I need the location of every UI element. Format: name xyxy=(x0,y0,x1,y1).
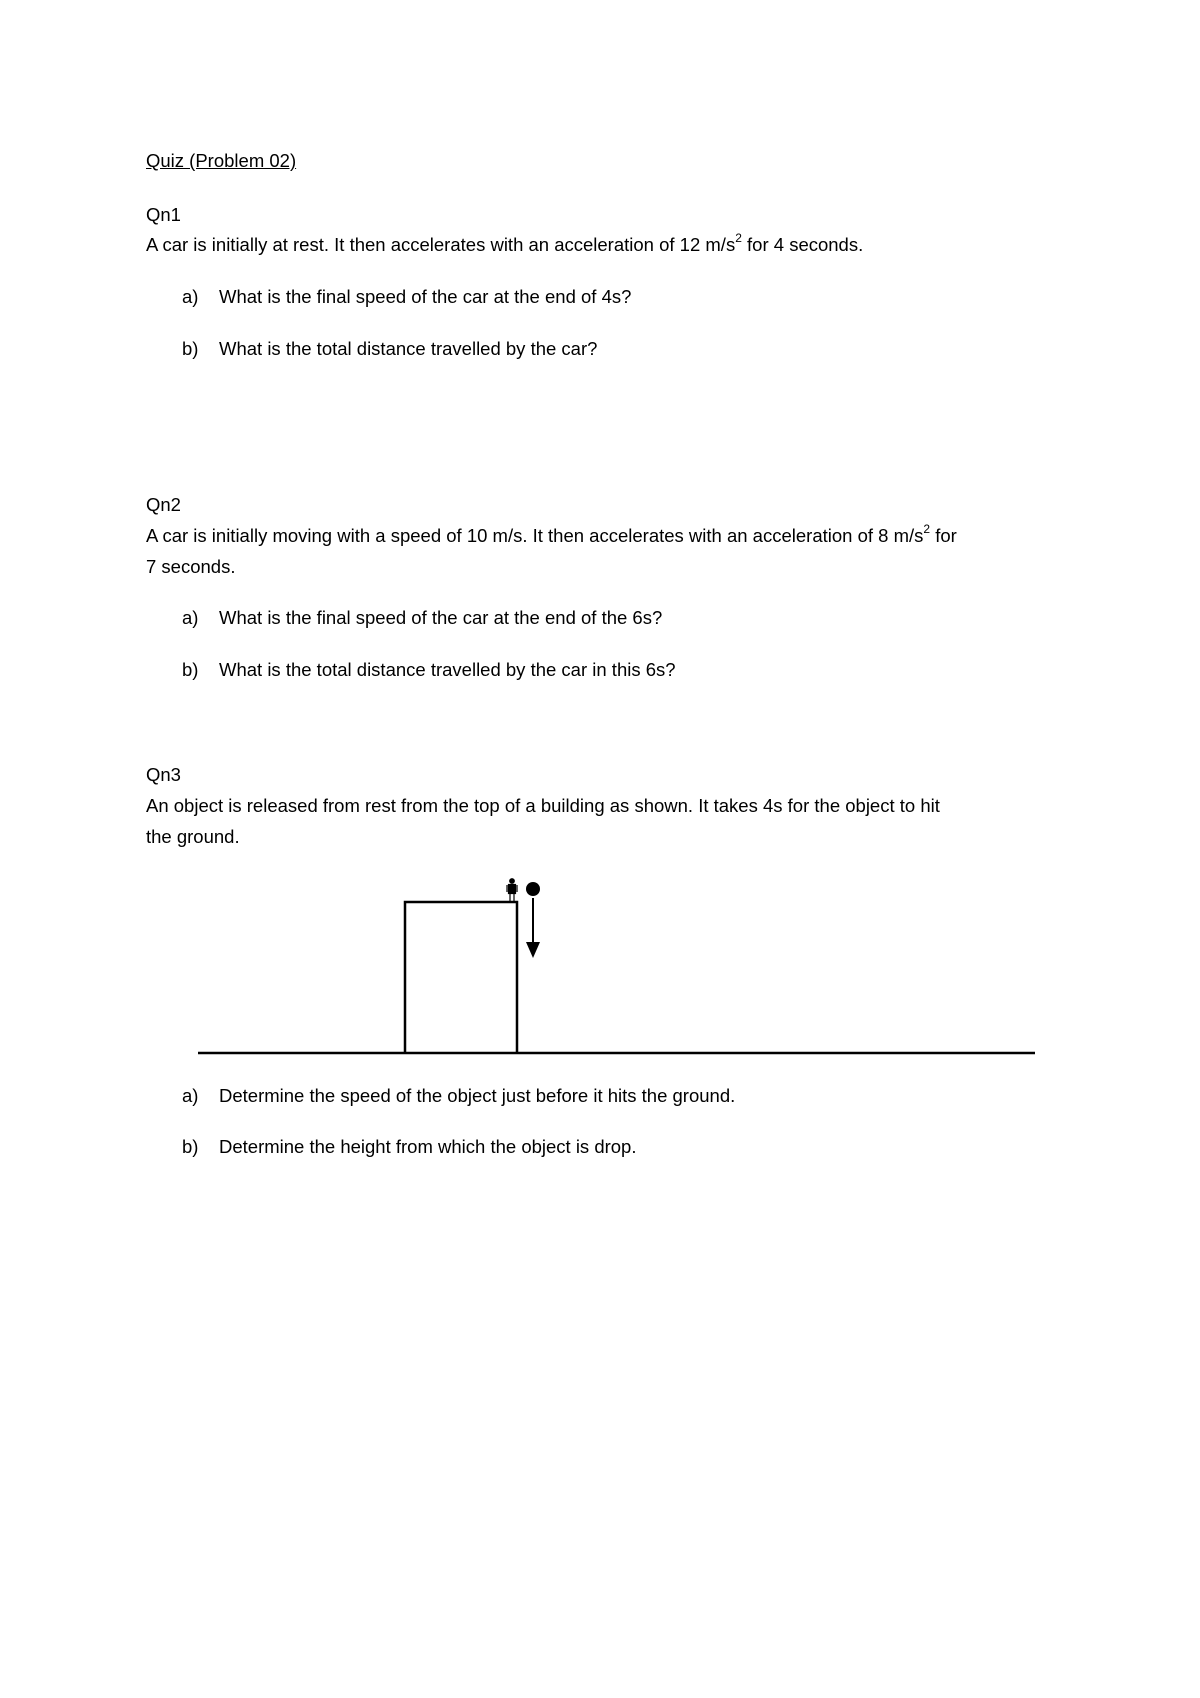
page-title: Quiz (Problem 02) xyxy=(146,150,297,171)
qn3-part-a-label: a) xyxy=(182,1085,199,1106)
qn3-heading: Qn3 xyxy=(146,764,181,785)
qn1-part-b-text: What is the total distance travelled by the car? xyxy=(219,338,598,359)
qn3-part-b xyxy=(0,1131,1200,1162)
qn1-text-sup: 2 xyxy=(735,230,742,245)
qn2-part-b xyxy=(0,654,1200,685)
qn1-part-b-label: b) xyxy=(182,338,199,359)
qn2-text-sup: 2 xyxy=(923,521,931,536)
qn1-text xyxy=(146,229,863,260)
qn2-part-a xyxy=(0,602,1200,633)
qn1-heading: Qn1 xyxy=(146,204,181,225)
qn2-text-a: A car is initially moving with a speed of 10 m/s. It then accelerates with an acceleration of 8 m/s xyxy=(146,525,924,546)
qn1-text-b: for 4 seconds. xyxy=(741,234,864,255)
qn3-part-a-text: Determine the speed of the object just before it hits the ground. xyxy=(219,1085,736,1106)
down-arrow-icon xyxy=(526,898,540,958)
qn2-heading: Qn2 xyxy=(146,494,181,515)
qn1-part-a-text: What is the final speed of the car at the end of 4s? xyxy=(219,286,632,307)
qn3-part-a xyxy=(0,1080,1200,1111)
qn1-part-b xyxy=(0,333,1200,364)
qn3-part-b-text: Determine the height from which the object is drop. xyxy=(219,1136,637,1157)
building-outline xyxy=(405,902,517,1053)
qn3-text-line2: the ground. xyxy=(146,826,240,847)
qn2-part-a-text: What is the final speed of the car at the end of the 6s? xyxy=(219,607,663,628)
falling-object-dot xyxy=(526,882,540,896)
qn2-text-b: for xyxy=(930,525,957,546)
qn2-text-line2: 7 seconds. xyxy=(146,556,236,577)
qn1-part-a-label: a) xyxy=(182,286,199,307)
person-icon xyxy=(507,879,517,902)
qn3-part-b-label: b) xyxy=(182,1136,199,1157)
qn2-part-b-text: What is the total distance travelled by the car in this 6s? xyxy=(219,659,676,680)
qn2-part-a-label: a) xyxy=(182,607,199,628)
qn1-text-a: A car is initially at rest. It then accelerates with an acceleration of 12 m/s xyxy=(146,234,736,255)
qn3-text-line1: An object is released from rest from the top of a building as shown. It takes 4s for the object to hit xyxy=(146,795,940,816)
qn2-text xyxy=(146,520,957,551)
qn1-part-a xyxy=(0,281,1200,312)
qn2-part-b-label: b) xyxy=(182,659,199,680)
building-drop-diagram xyxy=(190,870,1040,1060)
